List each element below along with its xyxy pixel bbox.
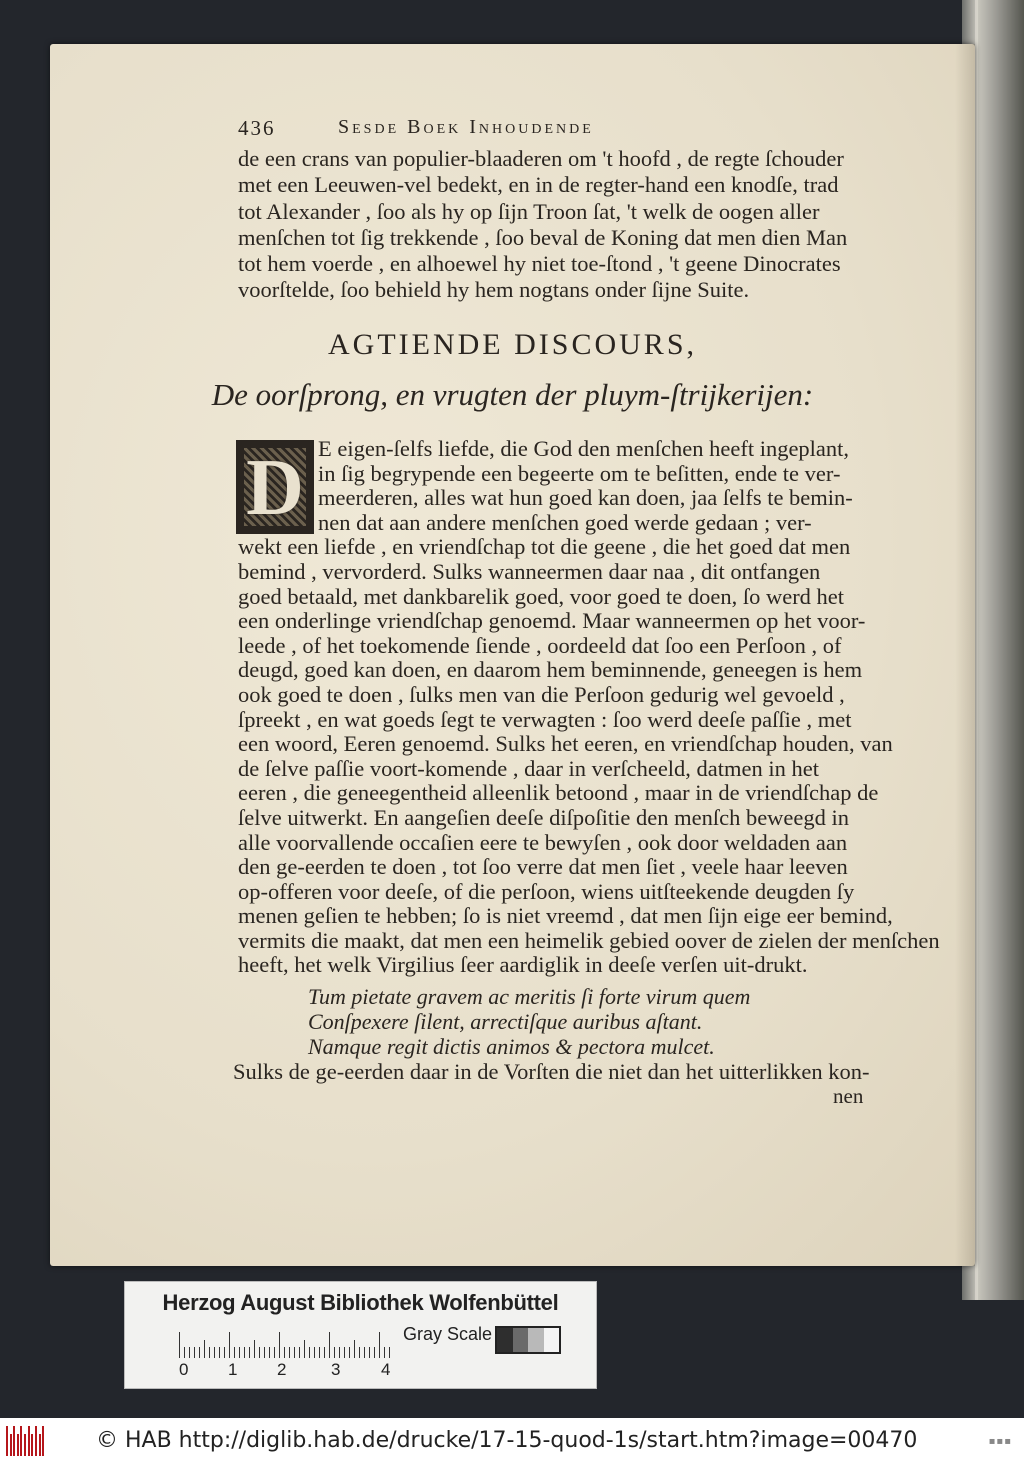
logo-bar xyxy=(13,1426,15,1456)
book-page xyxy=(50,44,975,1266)
swatch xyxy=(513,1328,529,1352)
running-head-title: Sesde Boek Inhoudende xyxy=(338,116,594,138)
text-line: eeren , die geneegentheid alleenlik betoond , maar in de vriendſchap de xyxy=(238,780,879,806)
ruler-tick xyxy=(214,1347,215,1358)
text-line: menen geſien te hebben; ſo is niet vreemd , dat men ſijn eige eer bemind, xyxy=(238,903,893,929)
ruler-number: 3 xyxy=(331,1360,341,1379)
ruler-tick xyxy=(309,1347,310,1358)
ruler-tick xyxy=(299,1347,300,1358)
ruler-tick xyxy=(389,1347,390,1358)
text-line: met een Leeuwen-vel bedekt, en in de regter-hand een knodſe, trad xyxy=(238,172,839,198)
ruler-tick xyxy=(179,1332,180,1358)
catchword: nen xyxy=(833,1084,864,1108)
ruler-tick xyxy=(354,1340,355,1358)
copyright-link[interactable]: © HAB http://diglib.hab.de/drucke/17-15-quod-1s/start.htm?image=00470 xyxy=(96,1428,918,1453)
ruler-tick xyxy=(319,1347,320,1358)
text-line: alle voorvallende occaſien eere te bewyſen , ook door weldaden aan xyxy=(238,829,848,855)
swatch xyxy=(528,1328,544,1352)
text-line: een woord, Eeren genoemd. Sulks het eeren, en vriendſchap houden, van xyxy=(238,731,893,757)
chapter-heading: AGTIENDE DISCOURS, xyxy=(328,328,697,361)
ruler-tick xyxy=(279,1332,280,1358)
page-number: 436 xyxy=(238,116,276,140)
text-line: voorſtelde, ſoo behield hy hem nogtans onder ſijne Suite. xyxy=(238,277,750,303)
intro-paragraph xyxy=(238,146,898,304)
text-line: vermits die maakt, dat men een heimelik gebied oover de zielen der menſchen xyxy=(238,927,940,953)
ruler-tick xyxy=(189,1347,190,1358)
text-line: de ſelve paſſie voort-komende , daar in verſcheeld, datmen in het xyxy=(238,755,820,781)
hab-logo-icon xyxy=(6,1426,46,1456)
ruler-number: 4 xyxy=(381,1360,391,1379)
gray-scale-label: Gray Scale xyxy=(403,1324,493,1344)
ruler-tick xyxy=(229,1332,230,1358)
ruler-tick xyxy=(304,1340,305,1358)
measurement-ruler xyxy=(179,1330,409,1358)
logo-bar xyxy=(42,1426,44,1456)
text-line: op-offeren voor deeſe, of die perſoon, wiens uitſteekende deugden ſy xyxy=(238,878,855,904)
ruler-tick xyxy=(194,1347,195,1358)
ruler-numbers xyxy=(173,1360,433,1382)
text-line: goed betaald, met dankbarelik goed, voor goed te doen, ſo werd het xyxy=(238,583,845,609)
ruler-tick xyxy=(224,1347,225,1358)
ruler-tick xyxy=(369,1347,370,1358)
ruler-tick xyxy=(384,1347,385,1358)
text-line: ſelve uitwerkt. En aangeſien deeſe diſpoſitie den menſch beweegd in xyxy=(238,804,850,830)
ruler-tick xyxy=(209,1347,210,1358)
ruler-tick xyxy=(244,1347,245,1358)
text-line: bemind , vervorderd. Sulks wanneermen daar naa , dit ontfangen xyxy=(238,558,821,584)
ruler-tick xyxy=(239,1347,240,1358)
ruler-tick xyxy=(199,1347,200,1358)
text-line: ook goed te doen , ſulks men van die Perſoon gedurig wel gevoeld , xyxy=(238,681,845,707)
ruler-tick xyxy=(259,1347,260,1358)
ruler-tick xyxy=(264,1347,265,1358)
ruler-tick xyxy=(274,1347,275,1358)
ruler-tick xyxy=(324,1347,325,1358)
ruler-tick xyxy=(329,1332,330,1358)
text-line: den ge-eerden te doen , tot ſoo verre dat men ſiet , veele haar leeven xyxy=(238,854,848,880)
chapter-subheading: De oorſprong, en vrugten der pluym-ſtrijkerijen: xyxy=(211,377,814,412)
logo-bar xyxy=(6,1426,8,1456)
text-line: deugd, goed kan doen, en daarom hem beminnende, geneegen is hem xyxy=(238,657,863,683)
text-line: tot hem voerde , en alhoewel hy niet toe-ſtond , 't geene Dinocrates xyxy=(238,251,841,277)
swatch xyxy=(497,1328,513,1352)
ruler-tick xyxy=(344,1347,345,1358)
ruler-tick xyxy=(374,1347,375,1358)
ruler-tick xyxy=(234,1347,235,1358)
text-line: een onderlinge vriendſchap genoemd. Maar wanneermen op het voor- xyxy=(238,608,866,634)
text-line: de een crans van populier-blaaderen om 't hoofd , de regte ſchouder xyxy=(238,146,844,171)
ruler-tick xyxy=(289,1347,290,1358)
body-paragraph xyxy=(238,436,940,978)
ruler-tick xyxy=(364,1347,365,1358)
text-line: tot Alexander , ſoo als hy op ſijn Troon ſat, 't welk de oogen aller xyxy=(238,198,820,224)
ruler-tick xyxy=(334,1347,335,1358)
ruler-number: 0 xyxy=(179,1360,189,1379)
ruler-tick xyxy=(294,1347,295,1358)
ruler-tick xyxy=(359,1347,360,1358)
text-line: menſchen tot ſig trekkende , ſoo beval de Koning dat men dien Man xyxy=(238,224,848,250)
footer-bar xyxy=(0,1418,1024,1466)
running-head xyxy=(238,116,798,146)
ruler-number: 2 xyxy=(277,1360,287,1379)
text-line: in ſig begrypende een begeerte om te beſitten, ende te ver- xyxy=(318,460,841,486)
logo-bar xyxy=(20,1426,22,1456)
last-text-line: Sulks de ge-eerden daar in de Vorſten die niet dan het uitterlikken kon- xyxy=(233,1059,870,1084)
text-line: meerderen, alles wat hun goed kan doen, jaa ſelfs te bemin- xyxy=(318,485,853,511)
logo-bar xyxy=(17,1434,19,1456)
text-line: wekt een liefde , en vriendſchap tot die geene , die het goed dat men xyxy=(238,534,851,560)
logo-bar xyxy=(31,1434,33,1456)
color-reference-card xyxy=(124,1281,597,1389)
library-name: Herzog August Bibliothek Wolfenbüttel xyxy=(162,1290,559,1315)
spine-edge xyxy=(975,0,978,1300)
ruler-number: 1 xyxy=(228,1360,238,1379)
ruler-tick xyxy=(269,1347,270,1358)
logo-bar xyxy=(24,1434,26,1456)
ruler-tick xyxy=(184,1347,185,1358)
swatch xyxy=(544,1328,560,1352)
logo-bar xyxy=(28,1426,30,1456)
verse-line: Namque regit dictis animos & pectora mulcet. xyxy=(308,1034,715,1059)
more-icon: ▪▪▪ xyxy=(988,1436,1012,1447)
ruler-tick xyxy=(254,1340,255,1358)
text-line: nen dat aan andere menſchen goed werde gedaan ; ver- xyxy=(318,509,812,535)
latin-verse xyxy=(308,984,750,1059)
logo-bar xyxy=(10,1434,12,1456)
ruler-tick xyxy=(339,1347,340,1358)
drop-cap-letter: D xyxy=(246,444,304,532)
text-line: E eigen-ſelfs liefde, die God den menſchen heeft ingeplant, xyxy=(318,436,850,461)
logo-bar xyxy=(35,1426,37,1456)
logo-bar xyxy=(39,1434,41,1456)
ruler-tick xyxy=(314,1347,315,1358)
gray-scale-swatches xyxy=(495,1326,561,1354)
verse-line: Tum pietate gravem ac meritis ſi forte virum quem xyxy=(308,984,751,1009)
ruler-tick xyxy=(249,1347,250,1358)
page-gutter-shadow xyxy=(955,44,975,1266)
ruler-tick xyxy=(284,1347,285,1358)
ruler-tick xyxy=(219,1347,220,1358)
verse-line: Conſpexere ſilent, arrectiſque auribus aſtant. xyxy=(308,1009,703,1034)
ruler-tick xyxy=(204,1340,205,1358)
text-line: leede , of het toekomende ſiende , oordeeld dat ſoo een Perſoon , of xyxy=(238,632,842,658)
text-line: heeft, het welk Virgilius ſeer aardiglik in deeſe verſen uit-drukt. xyxy=(238,952,808,978)
text-line: ſpreekt , en wat goeds ſegt te verwagten : ſoo werd deeſe paſſie , met xyxy=(238,706,852,732)
ruler-tick xyxy=(349,1347,350,1358)
ruler-tick xyxy=(379,1332,380,1358)
